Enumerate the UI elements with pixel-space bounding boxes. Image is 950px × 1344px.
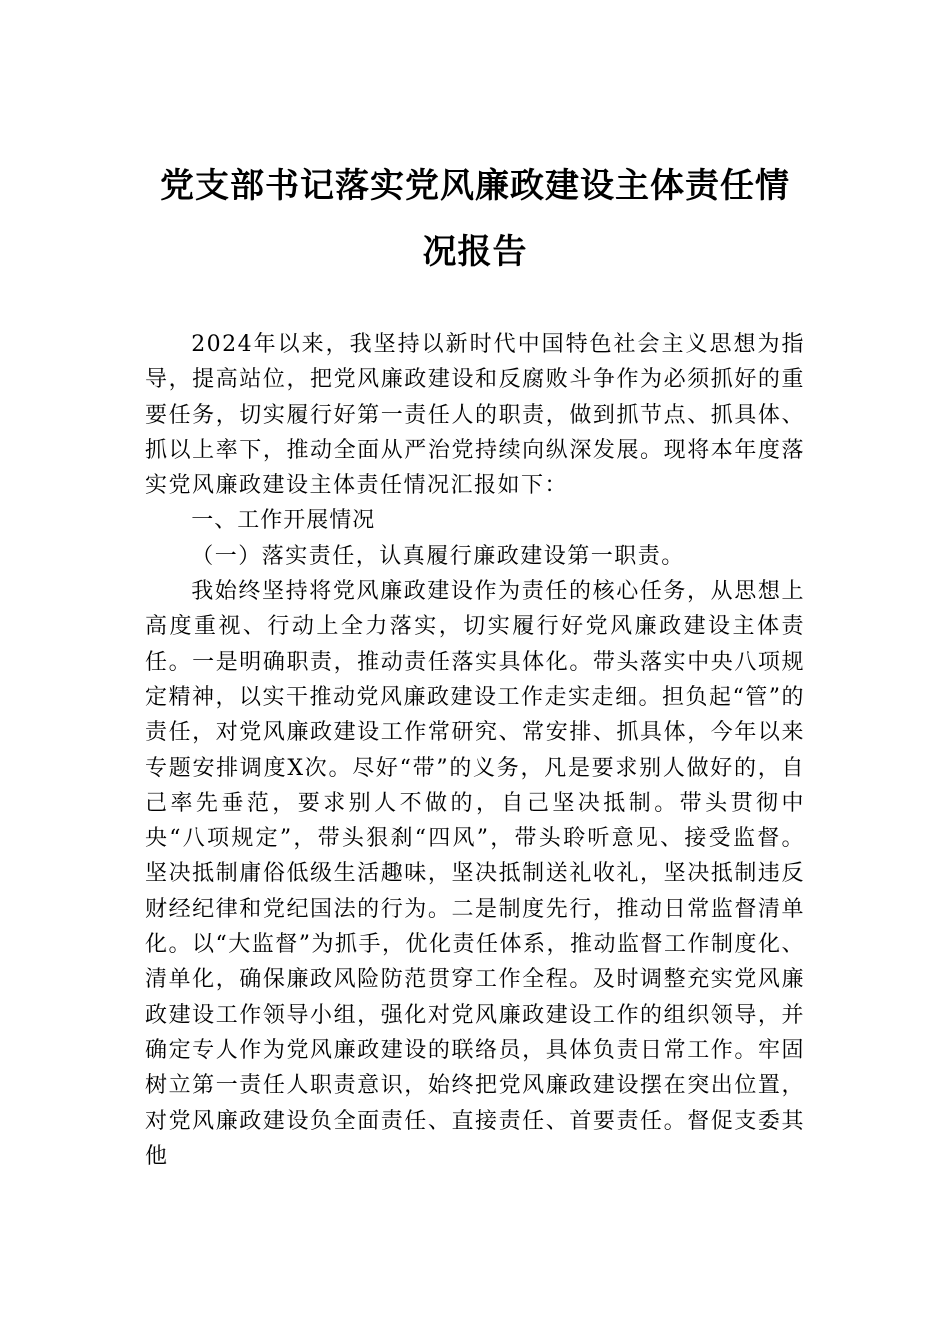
body-paragraph: 我始终坚持将党风廉政建设作为责任的核心任务，从思想上高度重视、行动上全力落实，切实履行好党风廉政建设主体责任。一是明确职责，推动责任落实具体化。带头落实中央八项规定精神，以实干推动党风廉政建设工作走实走细。担负起“管”的责任，对党风廉政建设工作常研究、常安排、抓具体，今年以来专题安排调度X次。尽好“带”的义务，凡是要求别人做好的，自己率先垂范，要求别人不做的，自己坚决抵制。带头贯彻中央“八项规定”，带头狠刹“四风”，带头聆听意见、接受监督。坚决抵制庸俗低级生活趣味，坚决抵制送礼收礼，坚决抵制违反财经纪律和党纪国法的行为。二是制度先行，推动日常监督清单化。以“大监督”为抓手，优化责任体系，推动监督工作制度化、清单化，确保廉政风险防范贯穿工作全程。及时调整充实党风廉政建设工作领导小组，强化对党风廉政建设工作的组织领导，并确定专人作为党风廉政建设的联络员，具体负责日常工作。牢固树立第一责任人职责意识，始终把党风廉政建设摆在突出位置，对党风廉政建设负全面责任、直接责任、首要责任。督促支委其他 [145,579,805,1169]
subsection-heading: （一）落实责任，认真履行廉政建设第一职责。 [191,543,685,569]
document-title-line-2: 况报告 [422,232,528,272]
intro-paragraph: 2024年以来，我坚持以新时代中国特色社会主义思想为指导，提高站位，把党风廉政建设和反腐败斗争作为必须抓好的重要任务，切实履行好第一责任人的职责，做到抓节点、抓具体、抓以上率下，推动全面从严治党持续向纵深发展。现将本年度落实党风廉政建设主体责任情况汇报如下： [145,332,805,499]
document-title-line-1: 党支部书记落实党风廉政建设主体责任情 [160,166,790,206]
document-body [145,327,805,1174]
section-heading: 一、工作开展情况 [191,508,376,534]
